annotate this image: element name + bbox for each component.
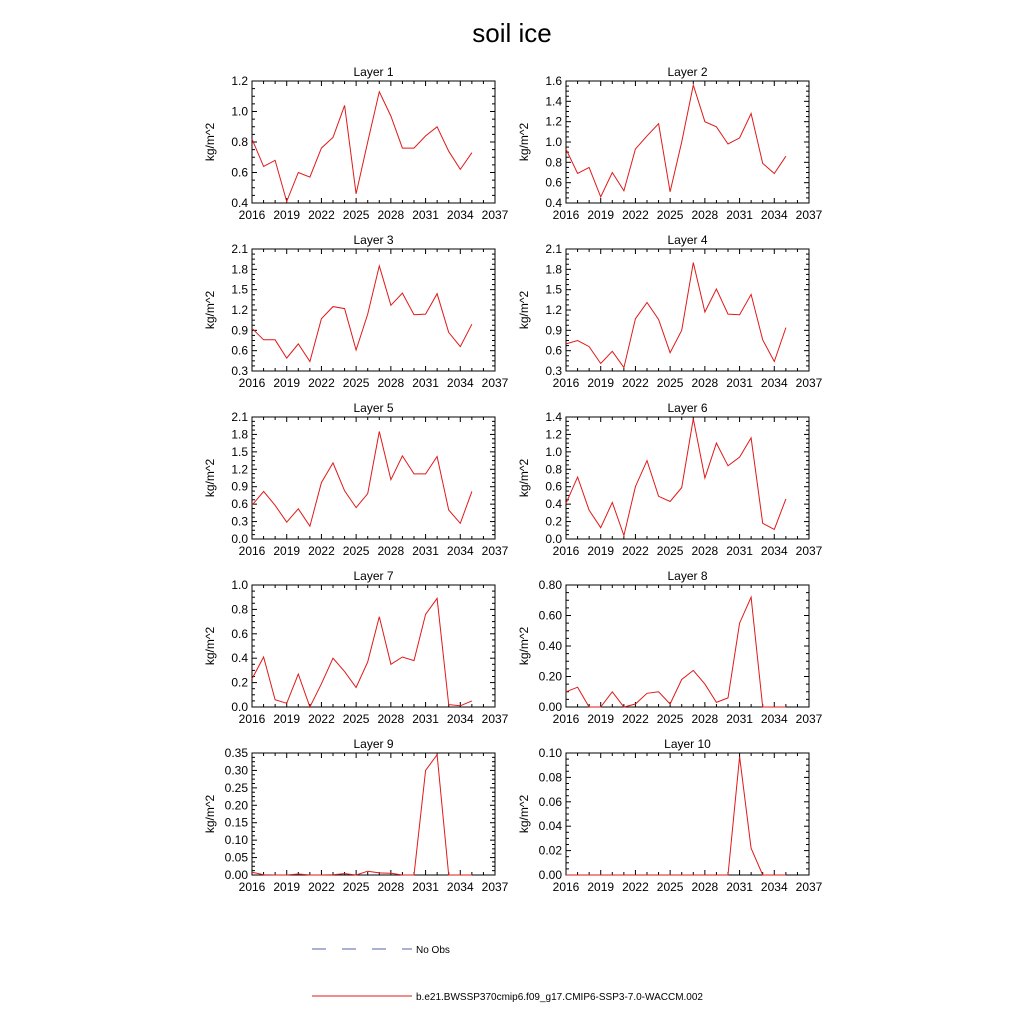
x-tick-label: 2016 xyxy=(552,208,580,222)
series-line xyxy=(566,757,786,875)
y-axis-label: kg/m^2 xyxy=(517,122,531,162)
y-tick-label: 0.05 xyxy=(224,850,248,865)
x-tick-label: 2016 xyxy=(552,880,580,894)
x-tick-label: 2019 xyxy=(587,544,615,558)
x-tick-label: 2019 xyxy=(273,544,301,558)
x-tick-label: 2019 xyxy=(273,712,301,726)
x-tick-label: 2034 xyxy=(760,544,788,558)
x-tick-label: 2025 xyxy=(342,376,370,390)
y-axis-label: kg/m^2 xyxy=(203,290,217,330)
x-tick-label: 2028 xyxy=(691,544,719,558)
y-tick-label: 2.1 xyxy=(231,410,248,424)
plot-frame xyxy=(566,417,809,539)
x-tick-label: 2025 xyxy=(656,376,684,390)
series-line xyxy=(252,598,472,707)
panel-title: Layer 9 xyxy=(353,737,394,751)
y-tick-label: 0.2 xyxy=(545,514,562,529)
x-tick-label: 2037 xyxy=(481,880,509,894)
x-tick-label: 2031 xyxy=(726,208,753,222)
x-tick-label: 2016 xyxy=(238,880,266,894)
x-tick-label: 2025 xyxy=(342,544,370,558)
y-tick-label: 1.2 xyxy=(231,303,248,317)
y-tick-label: 0.6 xyxy=(545,343,562,358)
x-tick-label: 2031 xyxy=(726,376,753,390)
x-tick-label: 2031 xyxy=(726,880,753,894)
x-tick-label: 2025 xyxy=(656,208,684,222)
x-tick-label: 2019 xyxy=(587,376,615,390)
y-tick-label: 1.8 xyxy=(231,427,248,442)
y-tick-label: 0.6 xyxy=(231,343,248,358)
x-tick-label: 2025 xyxy=(342,880,370,894)
y-tick-label: 0.4 xyxy=(231,651,248,666)
y-tick-label: 0.6 xyxy=(231,165,248,180)
x-tick-label: 2016 xyxy=(238,376,266,390)
panel-layer-5 xyxy=(203,401,509,558)
y-tick-label: 0.20 xyxy=(224,798,248,813)
y-axis-label: kg/m^2 xyxy=(517,626,531,666)
y-tick-label: 1.2 xyxy=(545,427,562,442)
y-tick-label: 0.6 xyxy=(545,479,562,494)
x-tick-label: 2019 xyxy=(587,208,615,222)
plot-frame xyxy=(566,81,809,203)
panel-layer-2 xyxy=(517,65,823,222)
x-tick-label: 2034 xyxy=(446,880,474,894)
x-tick-label: 2025 xyxy=(342,208,370,222)
y-tick-label: 0.6 xyxy=(231,497,248,512)
y-tick-label: 0.06 xyxy=(538,794,562,809)
panel-layer-10 xyxy=(517,737,823,894)
panel-title: Layer 8 xyxy=(667,569,708,583)
x-tick-label: 2037 xyxy=(481,208,509,222)
x-tick-label: 2019 xyxy=(587,712,615,726)
y-tick-label: 0.3 xyxy=(231,364,248,378)
panel-layer-3 xyxy=(203,233,509,390)
y-tick-label: 1.5 xyxy=(545,282,562,297)
plot-frame xyxy=(252,585,495,707)
legend xyxy=(312,945,703,1003)
y-tick-label: 0.60 xyxy=(538,608,562,623)
series-line xyxy=(566,419,786,536)
y-tick-label: 0.2 xyxy=(231,675,248,690)
x-tick-label: 2028 xyxy=(377,544,405,558)
x-tick-label: 2034 xyxy=(760,712,788,726)
y-tick-label: 0.3 xyxy=(545,364,562,378)
y-tick-label: 1.2 xyxy=(231,462,248,477)
y-tick-label: 0.00 xyxy=(538,700,562,714)
plot-frame xyxy=(566,249,809,371)
x-tick-label: 2016 xyxy=(238,712,266,726)
panel-title: Layer 4 xyxy=(667,233,708,247)
legend-item xyxy=(312,945,450,956)
y-tick-label: 0.0 xyxy=(545,532,562,546)
x-tick-label: 2016 xyxy=(238,208,266,222)
y-tick-label: 0.00 xyxy=(538,868,562,882)
x-tick-label: 2031 xyxy=(412,208,439,222)
x-tick-label: 2022 xyxy=(308,544,335,558)
x-tick-label: 2034 xyxy=(446,376,474,390)
legend-label: No Obs xyxy=(416,945,450,956)
y-tick-label: 1.2 xyxy=(545,114,562,129)
y-tick-label: 0.0 xyxy=(231,700,248,714)
x-tick-label: 2022 xyxy=(308,376,335,390)
series-line xyxy=(252,266,472,362)
series-line xyxy=(252,432,472,527)
y-tick-label: 0.4 xyxy=(545,497,562,512)
x-tick-label: 2028 xyxy=(691,208,719,222)
x-tick-label: 2022 xyxy=(622,712,649,726)
x-tick-label: 2037 xyxy=(795,208,823,222)
x-tick-label: 2028 xyxy=(691,376,719,390)
y-tick-label: 0.6 xyxy=(231,626,248,641)
x-tick-label: 2037 xyxy=(795,376,823,390)
y-tick-label: 1.2 xyxy=(231,74,248,88)
x-tick-label: 2028 xyxy=(377,712,405,726)
legend-label: b.e21.BWSSP370cmip6.f09_g17.CMIP6-SSP3-7.0-WACCM.002 xyxy=(416,992,703,1003)
y-tick-label: 0.40 xyxy=(538,639,562,653)
plot-frame xyxy=(252,249,495,371)
y-tick-label: 1.4 xyxy=(545,94,562,109)
y-tick-label: 0.4 xyxy=(231,196,248,210)
y-tick-label: 0.25 xyxy=(224,780,248,795)
x-tick-label: 2022 xyxy=(622,880,649,894)
series-line xyxy=(566,263,786,368)
y-tick-label: 0.0 xyxy=(231,532,248,546)
plot-frame xyxy=(566,585,809,707)
y-tick-label: 1.4 xyxy=(545,410,562,424)
panel-title: Layer 5 xyxy=(353,401,394,415)
x-tick-label: 2037 xyxy=(795,712,823,726)
y-tick-label: 0.8 xyxy=(545,155,562,170)
x-tick-label: 2034 xyxy=(760,880,788,894)
y-axis-label: kg/m^2 xyxy=(517,794,531,834)
panel-title: Layer 2 xyxy=(667,65,708,79)
y-axis-label: kg/m^2 xyxy=(203,458,217,498)
y-tick-label: 2.1 xyxy=(545,242,562,256)
y-tick-label: 1.5 xyxy=(231,444,248,459)
y-tick-label: 0.10 xyxy=(538,746,562,760)
panel-layer-7 xyxy=(203,569,509,726)
series-line xyxy=(252,92,472,202)
x-tick-label: 2016 xyxy=(238,544,266,558)
y-tick-label: 2.1 xyxy=(231,242,248,256)
x-tick-label: 2025 xyxy=(656,880,684,894)
y-tick-label: 0.8 xyxy=(545,462,562,477)
y-tick-label: 0.8 xyxy=(231,135,248,149)
x-tick-label: 2037 xyxy=(481,544,509,558)
panels xyxy=(203,65,823,894)
y-axis-label: kg/m^2 xyxy=(517,458,531,498)
x-tick-label: 2016 xyxy=(552,712,580,726)
y-tick-label: 1.0 xyxy=(231,104,248,119)
y-tick-label: 0.02 xyxy=(538,843,562,858)
x-tick-label: 2031 xyxy=(726,712,753,726)
x-tick-label: 2025 xyxy=(342,712,370,726)
panel-title: Layer 7 xyxy=(353,569,394,583)
x-tick-label: 2034 xyxy=(446,712,474,726)
y-tick-label: 0.20 xyxy=(538,669,562,684)
x-tick-label: 2037 xyxy=(795,544,823,558)
x-tick-label: 2025 xyxy=(656,712,684,726)
x-tick-label: 2022 xyxy=(308,712,335,726)
panel-layer-1 xyxy=(203,65,509,222)
y-tick-label: 0.35 xyxy=(224,746,248,760)
y-tick-label: 1.2 xyxy=(545,303,562,317)
panel-layer-4 xyxy=(517,233,823,390)
y-tick-label: 0.80 xyxy=(538,578,562,592)
y-tick-label: 0.9 xyxy=(231,479,248,494)
x-tick-label: 2019 xyxy=(273,880,301,894)
legend-item xyxy=(312,992,703,1003)
panel-title: Layer 10 xyxy=(664,737,711,751)
x-tick-label: 2022 xyxy=(308,880,335,894)
y-tick-label: 0.3 xyxy=(231,514,248,529)
x-tick-label: 2034 xyxy=(760,376,788,390)
y-tick-label: 1.8 xyxy=(545,262,562,277)
x-tick-label: 2028 xyxy=(377,880,405,894)
x-tick-label: 2028 xyxy=(377,376,405,390)
plot-frame xyxy=(566,753,809,875)
y-tick-label: 0.10 xyxy=(224,833,248,848)
x-tick-label: 2016 xyxy=(552,544,580,558)
series-line xyxy=(252,755,472,875)
x-tick-label: 2037 xyxy=(481,376,509,390)
y-tick-label: 1.0 xyxy=(231,578,248,592)
y-tick-label: 0.00 xyxy=(224,868,248,882)
x-tick-label: 2031 xyxy=(412,712,439,726)
y-tick-label: 0.9 xyxy=(545,323,562,338)
x-tick-label: 2022 xyxy=(622,544,649,558)
panel-title: Layer 3 xyxy=(353,233,394,247)
x-tick-label: 2037 xyxy=(481,712,509,726)
y-tick-label: 0.08 xyxy=(538,770,562,785)
x-tick-label: 2019 xyxy=(273,208,301,222)
x-tick-label: 2022 xyxy=(622,376,649,390)
panel-layer-9 xyxy=(203,737,509,894)
y-tick-label: 0.4 xyxy=(545,196,562,210)
x-tick-label: 2031 xyxy=(412,880,439,894)
series-line xyxy=(566,597,786,707)
y-tick-label: 0.04 xyxy=(538,819,562,834)
x-tick-label: 2028 xyxy=(377,208,405,222)
y-axis-label: kg/m^2 xyxy=(203,626,217,666)
panel-title: Layer 6 xyxy=(667,401,708,415)
y-tick-label: 0.15 xyxy=(224,815,248,830)
x-tick-label: 2037 xyxy=(795,880,823,894)
x-tick-label: 2019 xyxy=(587,880,615,894)
x-tick-label: 2025 xyxy=(656,544,684,558)
x-tick-label: 2022 xyxy=(622,208,649,222)
x-tick-label: 2019 xyxy=(273,376,301,390)
plot-frame xyxy=(252,753,495,875)
x-tick-label: 2016 xyxy=(552,376,580,390)
x-tick-label: 2022 xyxy=(308,208,335,222)
y-tick-label: 0.9 xyxy=(231,323,248,338)
y-axis-label: kg/m^2 xyxy=(517,290,531,330)
x-tick-label: 2031 xyxy=(412,376,439,390)
figure-title: soil ice xyxy=(472,18,552,48)
y-tick-label: 0.30 xyxy=(224,763,248,778)
panel-layer-6 xyxy=(517,401,823,558)
y-tick-label: 1.0 xyxy=(545,135,562,149)
x-tick-label: 2034 xyxy=(446,208,474,222)
y-axis-label: kg/m^2 xyxy=(203,122,217,162)
x-tick-label: 2028 xyxy=(691,712,719,726)
y-tick-label: 1.8 xyxy=(231,262,248,277)
plot-frame xyxy=(252,81,495,203)
x-tick-label: 2028 xyxy=(691,880,719,894)
x-tick-label: 2034 xyxy=(760,208,788,222)
y-tick-label: 1.5 xyxy=(231,282,248,297)
x-tick-label: 2031 xyxy=(726,544,753,558)
panel-layer-8 xyxy=(517,569,823,726)
series-line xyxy=(566,85,786,197)
y-tick-label: 1.0 xyxy=(545,444,562,459)
y-tick-label: 0.6 xyxy=(545,175,562,190)
y-axis-label: kg/m^2 xyxy=(203,794,217,834)
y-tick-label: 1.6 xyxy=(545,74,562,88)
y-tick-label: 0.8 xyxy=(231,602,248,617)
panel-title: Layer 1 xyxy=(353,65,394,79)
x-tick-label: 2031 xyxy=(412,544,439,558)
x-tick-label: 2034 xyxy=(446,544,474,558)
